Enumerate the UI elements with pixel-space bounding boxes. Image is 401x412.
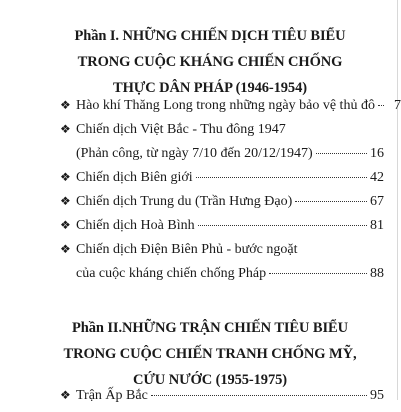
- toc-entry-page: 81: [370, 218, 384, 233]
- dot-leader: [295, 201, 367, 202]
- part2-toc-list: [60, 388, 384, 412]
- part2-heading: [40, 318, 380, 390]
- toc-entry[interactable]: [60, 218, 384, 242]
- part2-heading-line-2: TRONG CUỘC CHIẾN TRANH CHỐNG MỸ,: [63, 346, 357, 362]
- toc-entry-title: Chiến dịch Hoà Bình: [76, 218, 195, 233]
- toc-entry-page: 16: [370, 146, 384, 161]
- toc-entry[interactable]: [60, 242, 384, 266]
- part1-heading: [40, 26, 380, 98]
- toc-entry[interactable]: [60, 388, 384, 412]
- dot-leader: [198, 225, 367, 226]
- toc-entry-page: 95: [370, 388, 384, 403]
- diamond-bullet-icon: ❖: [60, 388, 71, 402]
- toc-entry-title: Hào khí Thăng Long trong những ngày bảo vệ thủ đô: [76, 98, 375, 113]
- part1-toc-list: [60, 98, 401, 290]
- toc-entry-page: 88: [370, 266, 384, 281]
- toc-entry-title: của cuộc kháng chiến chống Pháp: [76, 266, 267, 281]
- toc-entry-title: (Phản công, từ ngày 7/10 đến 20/12/1947): [76, 146, 313, 161]
- dot-leader: [378, 105, 384, 106]
- diamond-bullet-icon: ❖: [60, 170, 71, 184]
- toc-entry-page: 7: [393, 98, 401, 113]
- diamond-bullet-icon: ❖: [60, 98, 71, 112]
- toc-entry-page: 42: [370, 170, 384, 185]
- toc-entry-continuation[interactable]: [60, 146, 384, 170]
- diamond-bullet-icon: ❖: [60, 218, 71, 232]
- diamond-bullet-icon: ❖: [60, 194, 71, 208]
- toc-entry-title: Chiến dịch Điện Biên Phủ - bước ngoặt: [76, 242, 298, 257]
- diamond-bullet-icon: ❖: [60, 122, 71, 136]
- toc-entry[interactable]: [60, 98, 401, 122]
- toc-entry[interactable]: [60, 194, 384, 218]
- toc-entry-page: 67: [370, 194, 384, 209]
- dot-leader: [151, 395, 367, 396]
- part1-heading-line-1: Phần I. NHỮNG CHIẾN DỊCH TIÊU BIỂU: [74, 28, 346, 44]
- toc-entry-title: Chiến dịch Biên giới: [76, 170, 193, 185]
- part2-heading-line-1: Phần II.NHỮNG TRẬN CHIẾN TIÊU BIỂU: [72, 320, 348, 336]
- toc-entry-title: Chiến dịch Trung du (Trần Hưng Đạo): [76, 194, 293, 209]
- dot-leader: [196, 177, 367, 178]
- dot-leader: [316, 153, 367, 154]
- part2-heading-line-3: CỨU NƯỚC (1955-1975): [133, 372, 287, 388]
- toc-entry-title: Trận Ấp Bắc: [76, 388, 148, 403]
- toc-entry-continuation[interactable]: [60, 266, 384, 290]
- toc-entry[interactable]: [60, 122, 384, 146]
- page-edge-line: [397, 0, 398, 400]
- toc-entry-title: Chiến dịch Việt Bắc - Thu đông 1947: [76, 122, 286, 137]
- part1-heading-line-2: TRONG CUỘC KHÁNG CHIẾN CHỐNG: [77, 54, 343, 70]
- diamond-bullet-icon: ❖: [60, 242, 71, 256]
- toc-entry[interactable]: [60, 170, 384, 194]
- part1-heading-line-3: THỰC DÂN PHÁP (1946-1954): [113, 80, 307, 96]
- dot-leader: [269, 273, 367, 274]
